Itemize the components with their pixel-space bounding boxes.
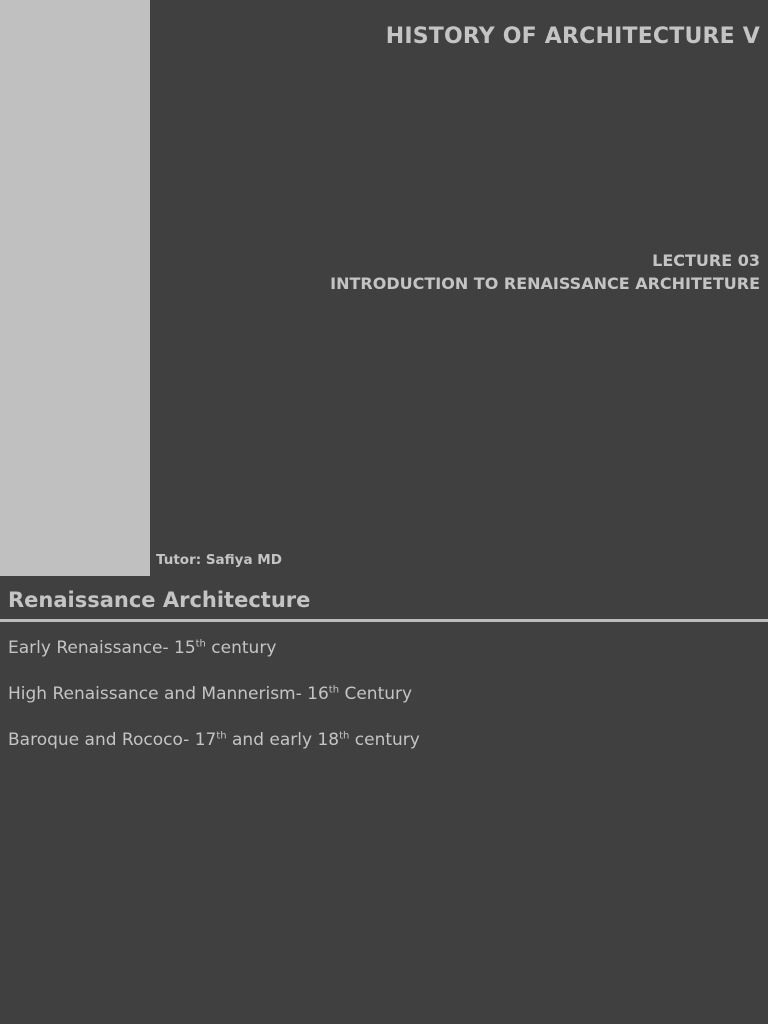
period-list [8,636,420,774]
lecture-number: LECTURE 03 [652,251,760,270]
lecture-title: INTRODUCTION TO RENAISSANCE ARCHITETURE [330,274,760,293]
list-item: Baroque and Rococo- 17th and early 18th century [8,730,420,750]
title-divider [0,619,768,622]
content-slide [0,576,768,1024]
list-item: High Renaissance and Mannerism- 16th Century [8,684,413,704]
course-title: HISTORY OF ARCHITECTURE V [385,24,760,49]
tutor-name: Tutor: Safiya MD [156,552,282,568]
list-item: Early Renaissance- 15th century [8,638,277,658]
slide-title: Renaissance Architecture [8,588,311,612]
lecture-block [330,249,760,295]
side-panel [0,0,150,576]
